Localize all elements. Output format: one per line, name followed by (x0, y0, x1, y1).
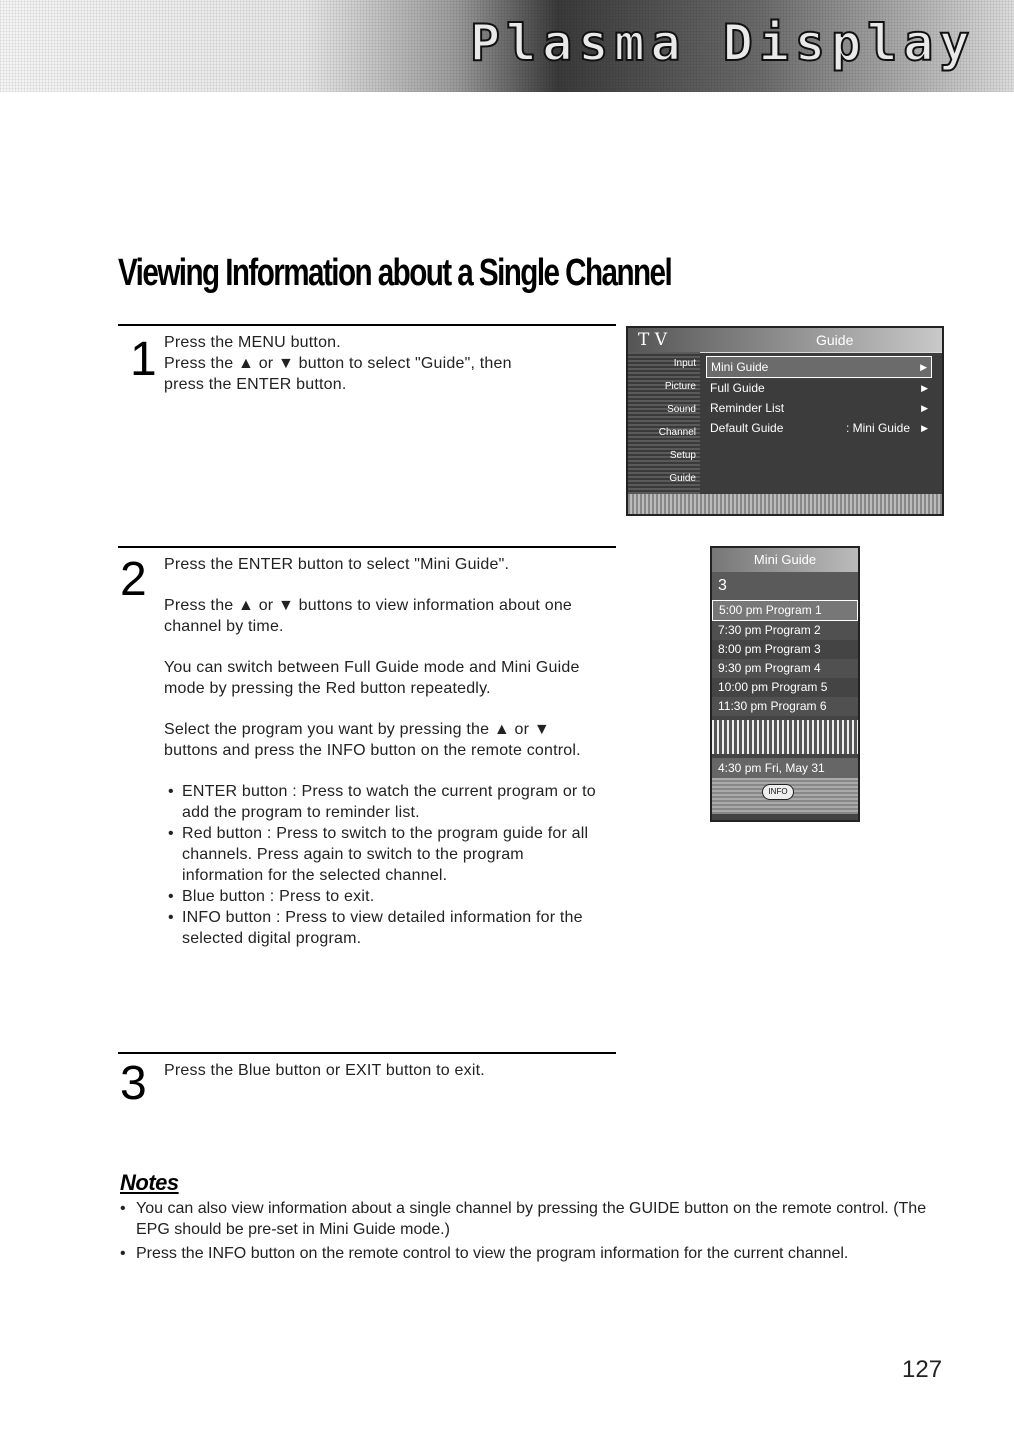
page-number: 127 (902, 1356, 943, 1383)
mini-guide-programs (712, 600, 858, 716)
tv-menu-title: T V (638, 330, 668, 350)
timeline-strip (712, 720, 858, 754)
info-button-icon: INFO (762, 784, 794, 800)
triangle-right-icon: ▶ (921, 423, 928, 433)
program-time: 7:30 pm (718, 623, 762, 637)
bullet-item: • INFO button : Press to view detailed information for the selected digital program. (164, 907, 604, 949)
program-name: Program 1 (765, 603, 822, 617)
menu-item-label: Default Guide (710, 421, 784, 435)
mini-guide-footer (712, 778, 858, 814)
triangle-right-icon: ▶ (920, 362, 927, 372)
step-3-text (164, 1060, 614, 1081)
step-1-line: Press the ▲ or ▼ button to select "Guide", then (164, 355, 512, 372)
tv-menu-section: Guide (816, 332, 854, 348)
sidebar-item-picture: Picture (664, 381, 696, 392)
program-row (712, 600, 858, 621)
sidebar-item-sound: Sound (667, 404, 696, 415)
header-banner (0, 0, 1014, 92)
program-row (712, 621, 858, 640)
step-3-number: 3 (120, 1057, 147, 1110)
mini-guide-channel: 3 (712, 572, 858, 600)
triangle-right-icon: ▶ (921, 383, 928, 393)
menu-item-label: Mini Guide (711, 360, 769, 374)
program-time: 5:00 pm (719, 603, 763, 617)
program-name: Program 6 (770, 699, 827, 713)
bullet-item: • Blue button : Press to exit. (164, 886, 604, 907)
step-2-bullets (164, 781, 604, 949)
step-2-paragraph: You can switch between Full Guide mode and Mini Guide mode by pressing the Red button repeatedly. (164, 659, 580, 697)
step-2-paragraph: Press the ▲ or ▼ buttons to view information about one channel by time. (164, 597, 573, 635)
sidebar-item-setup: Setup (669, 450, 696, 461)
step-1-number: 1 (130, 333, 157, 386)
program-name: Program 3 (764, 642, 821, 656)
menu-item-label: Full Guide (710, 381, 765, 395)
sidebar-item-input: Input (673, 358, 696, 369)
menu-item-mini-guide (706, 356, 932, 378)
menu-item-label: Reminder List (710, 401, 785, 415)
bullet-item: • Red button : Press to switch to the program guide for all channels. Press again to switch to the program information for the selected channel. (164, 823, 604, 886)
notes-list (118, 1198, 958, 1267)
program-name: Program 4 (764, 661, 821, 675)
tv-menu-list (706, 356, 932, 438)
program-name: Program 2 (764, 623, 821, 637)
program-time: 11:30 pm (718, 699, 768, 713)
bullet-item: • ENTER button : Press to watch the current program or to add the program to reminder list. (164, 781, 604, 823)
program-time: 8:00 pm (718, 642, 762, 656)
program-time: 10:00 pm (718, 680, 769, 694)
step-2-text (164, 554, 604, 949)
notes-heading: Notes (120, 1170, 179, 1195)
program-time: 9:30 pm (718, 661, 762, 675)
triangle-right-icon: ▶ (921, 403, 928, 413)
program-row (712, 659, 858, 678)
menu-item-full-guide (706, 378, 932, 398)
tv-menu-footer (628, 494, 942, 514)
step-1-line: Press the MENU button. (164, 334, 341, 351)
note-item: • Press the INFO button on the remote control to view the program information for the current channel. (118, 1243, 958, 1264)
menu-item-value: : Mini Guide (845, 421, 910, 435)
banner-title: Plasma Display (470, 14, 976, 72)
step-1-text (164, 332, 614, 395)
mini-guide-screenshot (710, 546, 860, 822)
program-row (712, 640, 858, 659)
step-1-rule (118, 324, 616, 326)
step-1-line: press the ENTER button. (164, 376, 347, 393)
step-2-paragraph: Press the ENTER button to select "Mini Guide". (164, 556, 510, 573)
step-3-rule (118, 1052, 616, 1054)
step-3-line: Press the Blue button or EXIT button to exit. (164, 1062, 485, 1079)
step-2-paragraph: Select the program you want by pressing the ▲ or ▼ buttons and press the INFO button on the remote control. (164, 721, 581, 759)
tv-menu-sidebar (628, 352, 700, 494)
step-2-rule (118, 546, 616, 548)
tv-menu-screenshot (626, 326, 944, 516)
menu-item-reminder-list (706, 398, 932, 418)
page-title: Viewing Information about a Single Channel (118, 252, 672, 294)
mini-guide-title: Mini Guide (712, 548, 858, 572)
mini-guide-clock: 4:30 pm Fri, May 31 (712, 758, 858, 778)
sidebar-item-guide: Guide (669, 473, 696, 484)
tv-menu-header (628, 328, 942, 353)
note-item: • You can also view information about a single channel by pressing the GUIDE button on the remote control. (The EPG should be pre-set in Mini Guide mode.) (118, 1198, 958, 1240)
program-row (712, 697, 858, 716)
step-2-number: 2 (120, 553, 147, 606)
sidebar-item-channel: Channel (658, 427, 696, 438)
program-row (712, 678, 858, 697)
menu-item-default-guide (706, 418, 932, 438)
program-name: Program 5 (771, 680, 828, 694)
